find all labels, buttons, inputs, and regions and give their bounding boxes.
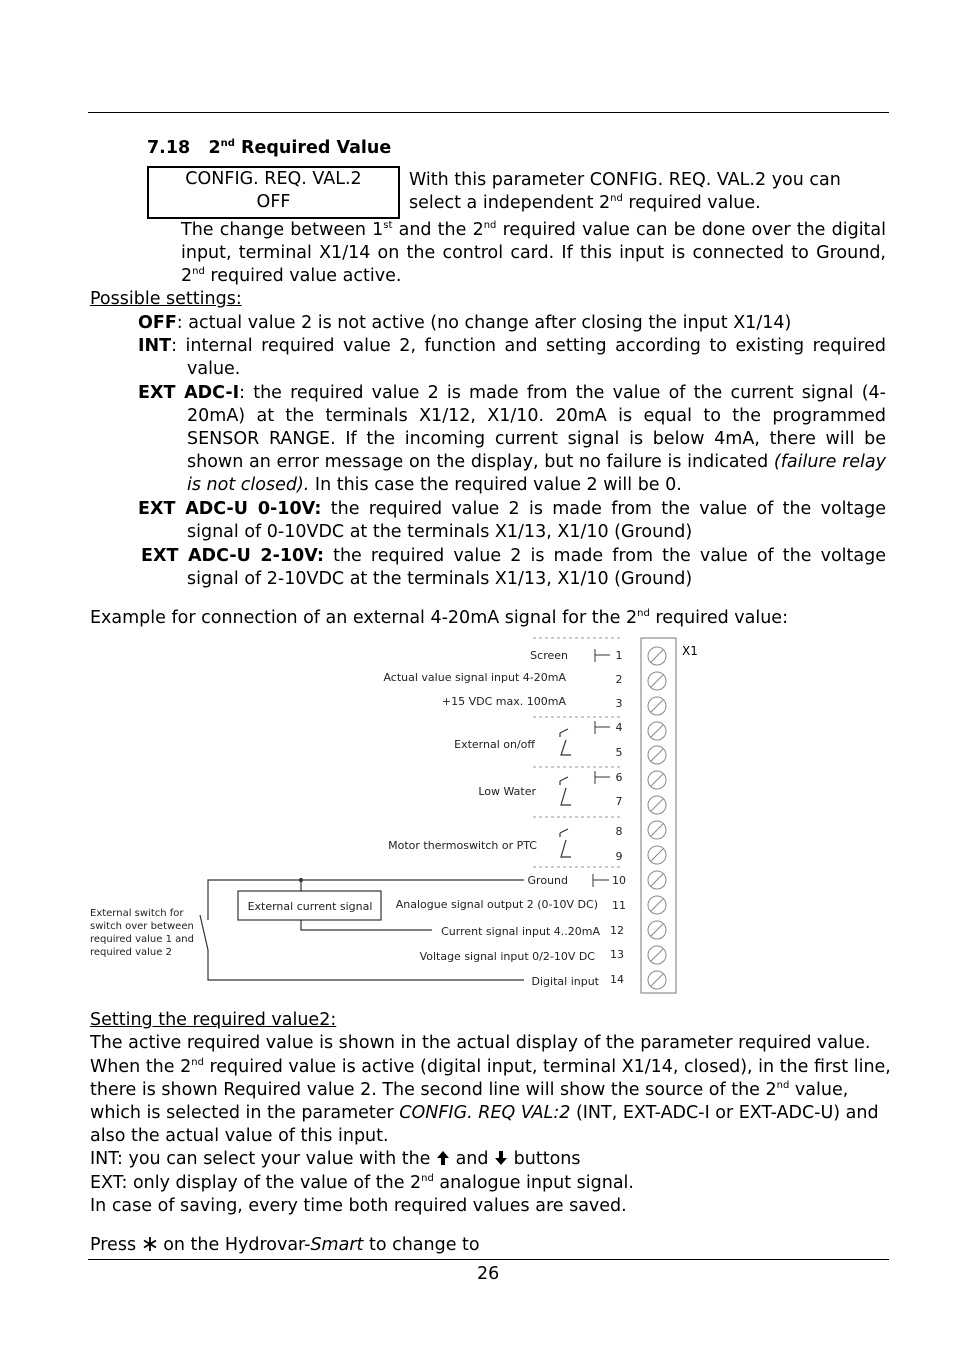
x1-label: X1 bbox=[682, 644, 698, 658]
terminal-screw-slot-12 bbox=[651, 924, 663, 936]
parameter-value: OFF bbox=[256, 192, 291, 212]
setting-ext-adc-u-2-10: EXT ADC-U 2-10V: the required value 2 is made from the value of the voltage signal of 2-10VDC at the terminals X1/13, X1/10 (Ground) bbox=[141, 546, 887, 589]
terminal-screw-slot-5 bbox=[651, 749, 663, 761]
footer-rule bbox=[88, 1259, 889, 1260]
external-current-signal-label: External current signal bbox=[247, 900, 373, 913]
label-low-water: Low Water bbox=[478, 785, 536, 798]
setting-off: OFF: actual value 2 is not active (no change after closing the input X1/14) bbox=[138, 313, 792, 333]
terminal-screws bbox=[648, 647, 666, 989]
possible-settings-heading: Possible settings: bbox=[90, 289, 242, 309]
label-voltage-signal-input: Voltage signal input 0/2-10V DC bbox=[419, 950, 595, 963]
label-analogue-output-2: Analogue signal output 2 (0-10V DC) bbox=[395, 898, 598, 911]
setting-line-5: also the actual value of this input. bbox=[90, 1126, 389, 1146]
setting-ext-adc-u-0-10: EXT ADC-U 0-10V: the required value 2 is made from the value of the voltage signal of 0-10VDC at the terminals X1/13, X1/10 (Ground) bbox=[138, 499, 887, 542]
terminal-screw-slot-13 bbox=[651, 949, 663, 961]
svg-text:2: 2 bbox=[615, 673, 623, 686]
svg-text:9: 9 bbox=[615, 850, 623, 863]
label-motor-thermoswitch: Motor thermoswitch or PTC bbox=[388, 839, 537, 852]
svg-text:1: 1 bbox=[615, 649, 623, 662]
terminal-labels bbox=[383, 649, 600, 988]
parameter-name: CONFIG. REQ. VAL.2 bbox=[185, 169, 362, 189]
setting-line-6: INT: you can select your value with the and buttons bbox=[90, 1149, 581, 1169]
svg-text:3: 3 bbox=[615, 697, 623, 710]
svg-text:12: 12 bbox=[610, 924, 624, 937]
terminal-screw-slot-4 bbox=[651, 725, 663, 737]
setting-line-1: The active required value is shown in the actual display of the parameter required value. bbox=[90, 1033, 871, 1053]
terminal-screw-slot-11 bbox=[651, 899, 663, 911]
terminal-screw-slot-1 bbox=[651, 650, 663, 662]
svg-text:5: 5 bbox=[615, 746, 623, 759]
svg-text:14: 14 bbox=[610, 973, 624, 986]
page-number: 26 bbox=[477, 1264, 500, 1284]
svg-text:8: 8 bbox=[615, 825, 623, 838]
press-line: Press on the Hydrovar-Smart to change to bbox=[90, 1235, 480, 1255]
terminal-screw-slot-6 bbox=[651, 774, 663, 786]
change-paragraph: The change between 1st and the 2nd required value can be done over the digital input, terminal X1/14 on the control card. If this input is connected to Ground, 2nd required value active. bbox=[181, 220, 887, 286]
arrow-up-icon bbox=[436, 1150, 450, 1166]
label-digital-input: Digital input bbox=[531, 975, 599, 988]
svg-text:13: 13 bbox=[610, 948, 624, 961]
intro-line-2: select a independent 2nd required value. bbox=[409, 193, 761, 213]
setting-line-3: there is shown Required value 2. The second line will show the source of the 2nd value, bbox=[90, 1080, 849, 1100]
junction-dot bbox=[299, 878, 303, 882]
terminal-screw-slot-7 bbox=[651, 799, 663, 811]
label-external-on-off: External on/off bbox=[454, 738, 535, 751]
terminal-strip bbox=[641, 638, 676, 993]
setting-ext-adc-i: EXT ADC-I: the required value 2 is made from the value of the current signal (4-20mA) at the terminals X1/12, X1/10. 20mA is equal to the programmed SENSOR RANGE. If the incoming current signal is below 4mA, there will be shown an error message on the display, but no failure is indicated (failure relay is not closed). In this case the required value 2 will be 0. bbox=[138, 383, 886, 495]
terminal-screw-slot-8 bbox=[651, 824, 663, 836]
switch-symbols bbox=[560, 729, 571, 857]
terminal-screw-slot-2 bbox=[651, 675, 663, 687]
switch-note bbox=[90, 908, 194, 958]
label-15vdc: +15 VDC max. 100mA bbox=[441, 695, 566, 708]
ground-symbols bbox=[593, 649, 610, 887]
example-caption: Example for connection of an external 4-20mA signal for the 2nd required value: bbox=[90, 608, 788, 628]
label-ground: Ground bbox=[527, 874, 568, 887]
setting-line-7: EXT: only display of the value of the 2nd analogue input signal. bbox=[90, 1173, 634, 1193]
terminal-screw-slot-10 bbox=[651, 874, 663, 886]
svg-text:required value 2: required value 2 bbox=[90, 947, 172, 958]
svg-text:External switch for: External switch for bbox=[90, 908, 184, 919]
svg-text:4: 4 bbox=[615, 721, 623, 734]
svg-text:10: 10 bbox=[612, 874, 626, 887]
svg-text:11: 11 bbox=[612, 899, 626, 912]
section-heading: 7.18 2nd Required Value bbox=[147, 138, 392, 158]
section-number: 7.18 bbox=[147, 138, 191, 158]
parameter-display-box bbox=[147, 166, 400, 219]
header-rule bbox=[88, 112, 889, 113]
asterisk-key-icon bbox=[142, 1236, 158, 1252]
wiring-diagram bbox=[0, 630, 954, 1000]
terminal-screw-slot-9 bbox=[651, 849, 663, 861]
setting-int: INT: internal required value 2, function and setting according to existing required value. bbox=[138, 336, 886, 379]
arrow-down-icon bbox=[494, 1150, 508, 1166]
svg-text:6: 6 bbox=[615, 771, 623, 784]
terminal-screw-slot-3 bbox=[651, 700, 663, 712]
setting-required-value-heading: Setting the required value2: bbox=[90, 1010, 337, 1030]
setting-line-4: which is selected in the parameter CONFIG. REQ VAL:2 (INT, EXT-ADC-I or EXT-ADC-U) and bbox=[90, 1103, 879, 1123]
svg-text:switch over between: switch over between bbox=[90, 921, 194, 932]
svg-text:7: 7 bbox=[615, 795, 623, 808]
setting-line-8: In case of saving, every time both required values are saved. bbox=[90, 1196, 627, 1216]
label-current-signal-input: Current signal input 4..20mA bbox=[441, 925, 600, 938]
label-actual-value-input: Actual value signal input 4-20mA bbox=[383, 671, 566, 684]
terminal-screw-slot-14 bbox=[651, 974, 663, 986]
setting-line-2: When the 2nd required value is active (digital input, terminal X1/14, closed), in the first line, bbox=[90, 1057, 891, 1077]
label-screen: Screen bbox=[530, 649, 568, 662]
intro-line-1: With this parameter CONFIG. REQ. VAL.2 you can bbox=[409, 170, 841, 190]
svg-text:required value 1 and: required value 1 and bbox=[90, 934, 194, 945]
